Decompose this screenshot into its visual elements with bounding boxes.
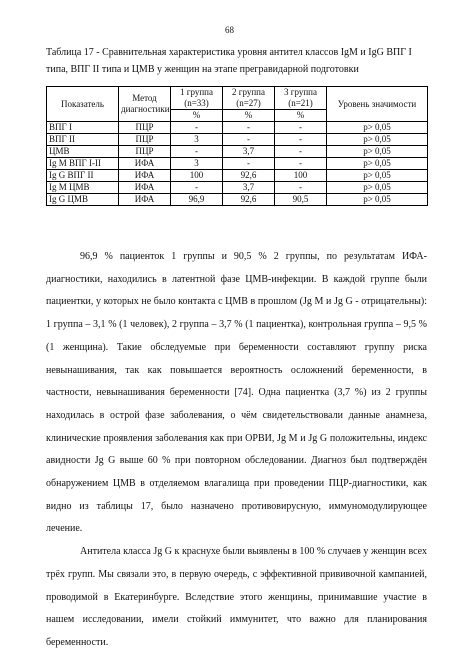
paragraph-1: 96,9 % пациенток 1 группы и 90,5 % 2 группы, по результатам ИФА-диагностики, находились в латентной фазе ЦМВ-инфекции. В каждой группе были пациентки, у которых не было контакта с ЦМВ в прошлом (Jg M и Jg G - отрицательны): 1 группа – 3,1 % (1 человек), 2 группа – 3,7 % (1 пациентка), контрольная группа – 9,5 % (1 женщина). Такие обследуемые при беременности составляют группу риска невынашивания, так как повышается вероятность осложнений беременности, в частности, невынашивания беременности [74]. Одна пациентка (3,7 %) из 2 группы находилась в острой фазе заболевания, о чём свидетельствовали данные анамнеза, клинические проявления заболевания как при ОРВИ, Jg M и Jg G положительны, индекс авидности Jg G выше 60 % при повторном обследовании. Диагноз был подтверждён обнаружением ЦМВ в отделяемом влагалища при проведении ПЦР-диагностики, как видно из таблицы 17, было назначено противовирусную, иммуномодулирующее лечение. xyxy=(46,251,427,535)
caption-line-2: типа, ВПГ II типа и ЦМВ у женщин на этапе прегравидарной подготовки xyxy=(46,64,359,75)
table-row xyxy=(47,146,428,158)
cell-method: ИФА xyxy=(119,158,171,170)
cell-group-3: 90,5 xyxy=(275,194,327,206)
cell-significance: p> 0,05 xyxy=(327,170,428,182)
page-number: 68 xyxy=(225,25,234,35)
cell-method: ПЦР xyxy=(119,134,171,146)
cell-group-2: 3,7 xyxy=(223,182,275,194)
unit-group-3: % xyxy=(275,110,327,122)
header-method: Метод диагностики xyxy=(119,87,171,122)
cell-group-3: - xyxy=(275,158,327,170)
cell-group-3: - xyxy=(275,134,327,146)
header-group-2: 2 группа (n=27) xyxy=(223,87,275,110)
cell-group-1: 100 xyxy=(171,170,223,182)
table-row xyxy=(47,170,428,182)
caption-line-1: Таблица 17 - Сравнительная характеристика уровня антител классов IgM и IgG ВПГ I xyxy=(46,47,412,58)
cell-group-1: 3 xyxy=(171,158,223,170)
cell-indicator: Ig G ВПГ II xyxy=(47,170,119,182)
table-caption xyxy=(46,44,426,78)
cell-significance: p> 0,05 xyxy=(327,182,428,194)
unit-group-2: % xyxy=(223,110,275,122)
cell-method: ПЦР xyxy=(119,146,171,158)
cell-indicator: ВПГ II xyxy=(47,134,119,146)
cell-group-3: - xyxy=(275,146,327,158)
cell-method: ПЦР xyxy=(119,122,171,134)
table-header-row xyxy=(47,87,428,110)
cell-group-2: - xyxy=(223,158,275,170)
cell-group-1: - xyxy=(171,182,223,194)
cell-group-3: - xyxy=(275,182,327,194)
cell-group-1: - xyxy=(171,146,223,158)
unit-group-1: % xyxy=(171,110,223,122)
cell-group-2: - xyxy=(223,134,275,146)
cell-significance: p> 0,05 xyxy=(327,158,428,170)
header-indicator: Показатель xyxy=(47,87,119,122)
paragraph-2: Антитела класса Jg G к краснухе были выявлены в 100 % случаев у женщин всех трёх групп. Мы связали это, в первую очередь, с эффективной прививочной кампанией, проводимой в Екатеринбурге. Вследствие этого женщины, принимавшие участие в нашем исследовании, имели стойкий иммунитет, что важно для планирования беременности. xyxy=(46,546,427,648)
cell-group-3: - xyxy=(275,122,327,134)
cell-group-2: 92,6 xyxy=(223,194,275,206)
cell-group-2: 3,7 xyxy=(223,146,275,158)
cell-group-2: - xyxy=(223,122,275,134)
cell-indicator: ВПГ I xyxy=(47,122,119,134)
table-row xyxy=(47,158,428,170)
cell-indicator: Ig M ЦМВ xyxy=(47,182,119,194)
cell-method: ИФА xyxy=(119,194,171,206)
cell-significance: p> 0,05 xyxy=(327,146,428,158)
cell-significance: p> 0,05 xyxy=(327,122,428,134)
cell-group-3: 100 xyxy=(275,170,327,182)
cell-indicator: ЦМВ xyxy=(47,146,119,158)
header-group-3: 3 группа (n=21) xyxy=(275,87,327,110)
cell-group-1: - xyxy=(171,122,223,134)
cell-indicator: Ig M ВПГ I-II xyxy=(47,158,119,170)
cell-indicator: Ig G ЦМВ xyxy=(47,194,119,206)
header-group-1: 1 группа (n=33) xyxy=(171,87,223,110)
cell-method: ИФА xyxy=(119,170,171,182)
table-row xyxy=(47,194,428,206)
table-row xyxy=(47,182,428,194)
body-text xyxy=(46,246,427,655)
header-significance: Уровень значимости xyxy=(327,87,428,122)
table-row xyxy=(47,122,428,134)
antibody-table xyxy=(46,86,428,206)
cell-method: ИФА xyxy=(119,182,171,194)
cell-significance: p> 0,05 xyxy=(327,194,428,206)
cell-group-1: 3 xyxy=(171,134,223,146)
table-row xyxy=(47,134,428,146)
cell-significance: p> 0,05 xyxy=(327,134,428,146)
cell-group-1: 96,9 xyxy=(171,194,223,206)
cell-group-2: 92,6 xyxy=(223,170,275,182)
